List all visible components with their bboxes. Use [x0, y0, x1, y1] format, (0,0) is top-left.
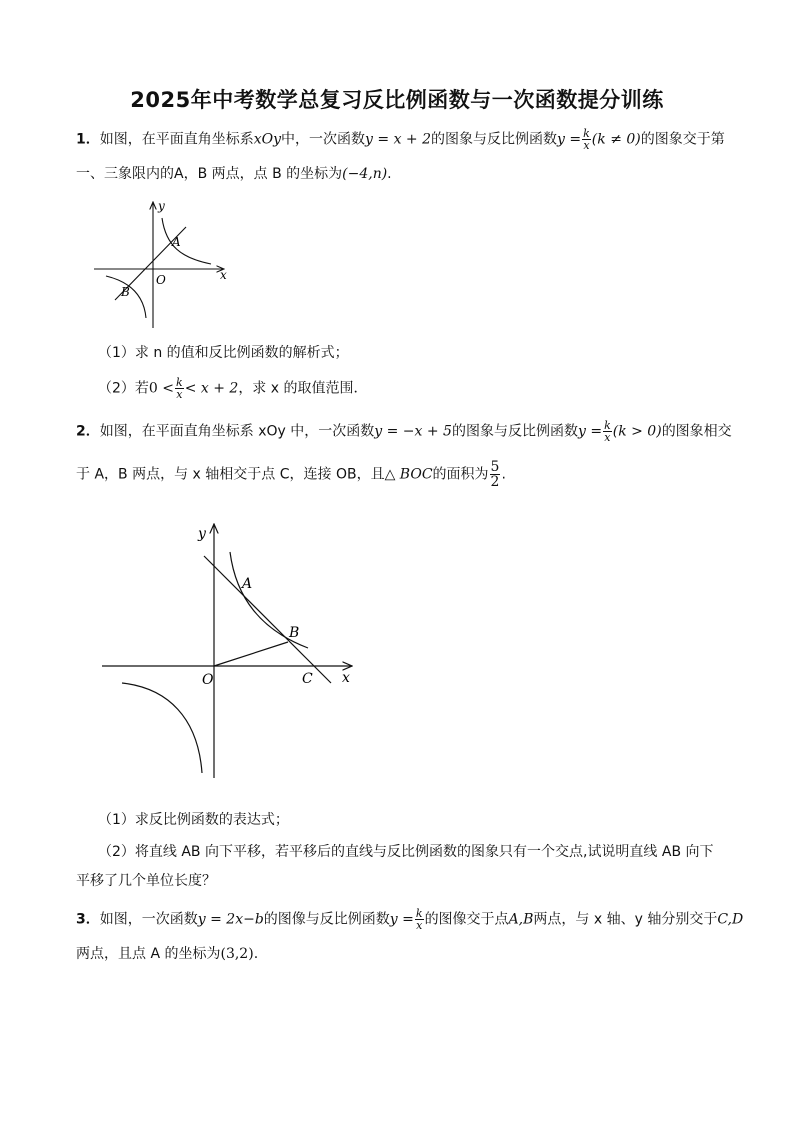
q2-line2-text-b: 的面积为	[432, 466, 489, 483]
q2-frac-den: x	[604, 431, 611, 444]
q2-point-b-label: B	[289, 625, 300, 641]
q3-text-1: 如图，一次函数	[99, 911, 198, 928]
q3-points-ab: A,B	[508, 911, 534, 928]
q2-point-c-label: C	[302, 671, 313, 687]
q1-text-2: 中，一次函数	[281, 131, 366, 148]
q1-sub2-suffix: ，求 x 的取值范围．	[238, 380, 368, 397]
q2-fraction	[603, 420, 612, 443]
q3-frac-den: x	[416, 919, 423, 932]
q2-sub1: （1）求反比例函数的表达式；	[98, 812, 289, 828]
q2-frac-num: k	[604, 419, 611, 432]
q3-line2	[76, 944, 258, 964]
q3-fraction	[415, 908, 424, 931]
q1-fraction	[582, 128, 591, 151]
q3-period: .	[253, 946, 259, 962]
q1-figure	[86, 196, 236, 336]
q2-origin-label: O	[202, 672, 214, 688]
q1-sub2-frac-den: x	[176, 388, 183, 401]
page-title: 2025年中考数学总复习反比例函数与一次函数提分训练	[130, 88, 664, 112]
q2-area-den: 2	[490, 474, 500, 490]
q1-frac-num: k	[583, 127, 590, 140]
q2-line-ab	[204, 556, 331, 683]
q1-ineq-right: < x + 2	[184, 380, 239, 397]
q3-text-4: 两点，与 x 轴、y 轴分别交于	[533, 911, 718, 928]
q2-point-a-label: A	[242, 576, 253, 592]
q2-text-1: 如图，在平面直角坐标系 xOy 中，一次函数	[99, 423, 375, 440]
q2-sub2-line1: （2）将直线 AB 向下平移，若平移后的直线与反比例函数的图象只有一个交点,试说明直线 AB 向下	[98, 844, 714, 860]
q1-linear-eq: y = x + 2	[365, 131, 432, 148]
q1-sub2-fraction	[175, 377, 184, 400]
q1-y-label: y	[158, 199, 165, 213]
q1-inverse-eq-lhs: y =	[557, 131, 582, 148]
q1-point-a-label: A	[172, 235, 181, 249]
q1-line2-text: 一、三象限内的A，B 两点，点 B 的坐标为	[76, 166, 343, 182]
q3-point-a: (3,2)	[220, 946, 254, 962]
q3-inverse-eq-lhs: y =	[389, 911, 414, 928]
q2-sub2-line2: 平移了几个单位长度？	[76, 873, 216, 889]
q1-point-b-label: B	[121, 285, 130, 299]
q2-condition: (k > 0)	[612, 423, 662, 440]
q2-x-label: x	[342, 670, 350, 686]
q2-number: 2．	[76, 423, 100, 440]
q2-line2-text: 于 A，B 两点，与 x 轴相交于点 C，连接 OB，且	[76, 466, 385, 483]
q1-sub2-frac-num: k	[176, 376, 183, 389]
q2-area-fraction	[490, 460, 501, 489]
q1-text-1: 如图，在平面直角坐标系	[99, 131, 254, 148]
q1-line1	[76, 128, 725, 151]
q3-line2-text: 两点，且点 A 的坐标为	[76, 946, 221, 962]
q1-number: 1．	[76, 131, 100, 148]
q1-ineq-left: 0 <	[148, 380, 175, 397]
q1-frac-den: x	[583, 139, 590, 152]
q1-x-label: x	[220, 268, 227, 282]
q2-segment-ob	[214, 642, 288, 666]
q1-point-b: (−4,n)	[342, 166, 388, 182]
q1-period: .	[387, 166, 392, 182]
q2-triangle: △ BOC	[384, 466, 433, 483]
q3-points-cd: C,D	[717, 911, 744, 928]
q2-inverse-eq-lhs: y =	[577, 423, 603, 440]
q3-number: 3．	[76, 911, 100, 928]
q1-text-4: 的图象交于第	[640, 131, 725, 148]
q2-text-3: 的图象相交	[661, 423, 732, 440]
q3-linear-eq: y = 2x−b	[197, 911, 264, 928]
q1-condition: (k ≠ 0)	[591, 131, 641, 148]
q2-figure	[96, 518, 366, 783]
q1-line2	[76, 164, 392, 184]
q2-line1	[76, 420, 732, 443]
q3-text-2: 的图像与反比例函数	[263, 911, 390, 928]
q1-origin-label: O	[156, 273, 166, 287]
q1-text-3: 的图象与反比例函数	[431, 131, 558, 148]
q1-hyperbola-q1	[162, 218, 211, 264]
q3-line1	[76, 908, 743, 931]
q2-linear-eq: y = −x + 5	[374, 423, 452, 440]
q1-coord-system: xOy	[253, 131, 282, 148]
q3-text-3: 的图像交于点	[424, 911, 509, 928]
q2-hyperbola-q3	[122, 683, 202, 773]
q3-frac-num: k	[415, 907, 423, 920]
q1-sub2-prefix: （2）若	[98, 380, 149, 397]
q2-line2	[76, 460, 506, 489]
q2-text-2: 的图象与反比例函数	[451, 423, 578, 440]
q2-period: .	[501, 466, 506, 483]
q1-sub2	[98, 377, 368, 400]
q2-area-num: 5	[490, 459, 500, 475]
q1-sub1: （1）求 n 的值和反比例函数的解析式；	[98, 345, 349, 361]
q2-y-label: y	[198, 526, 206, 542]
